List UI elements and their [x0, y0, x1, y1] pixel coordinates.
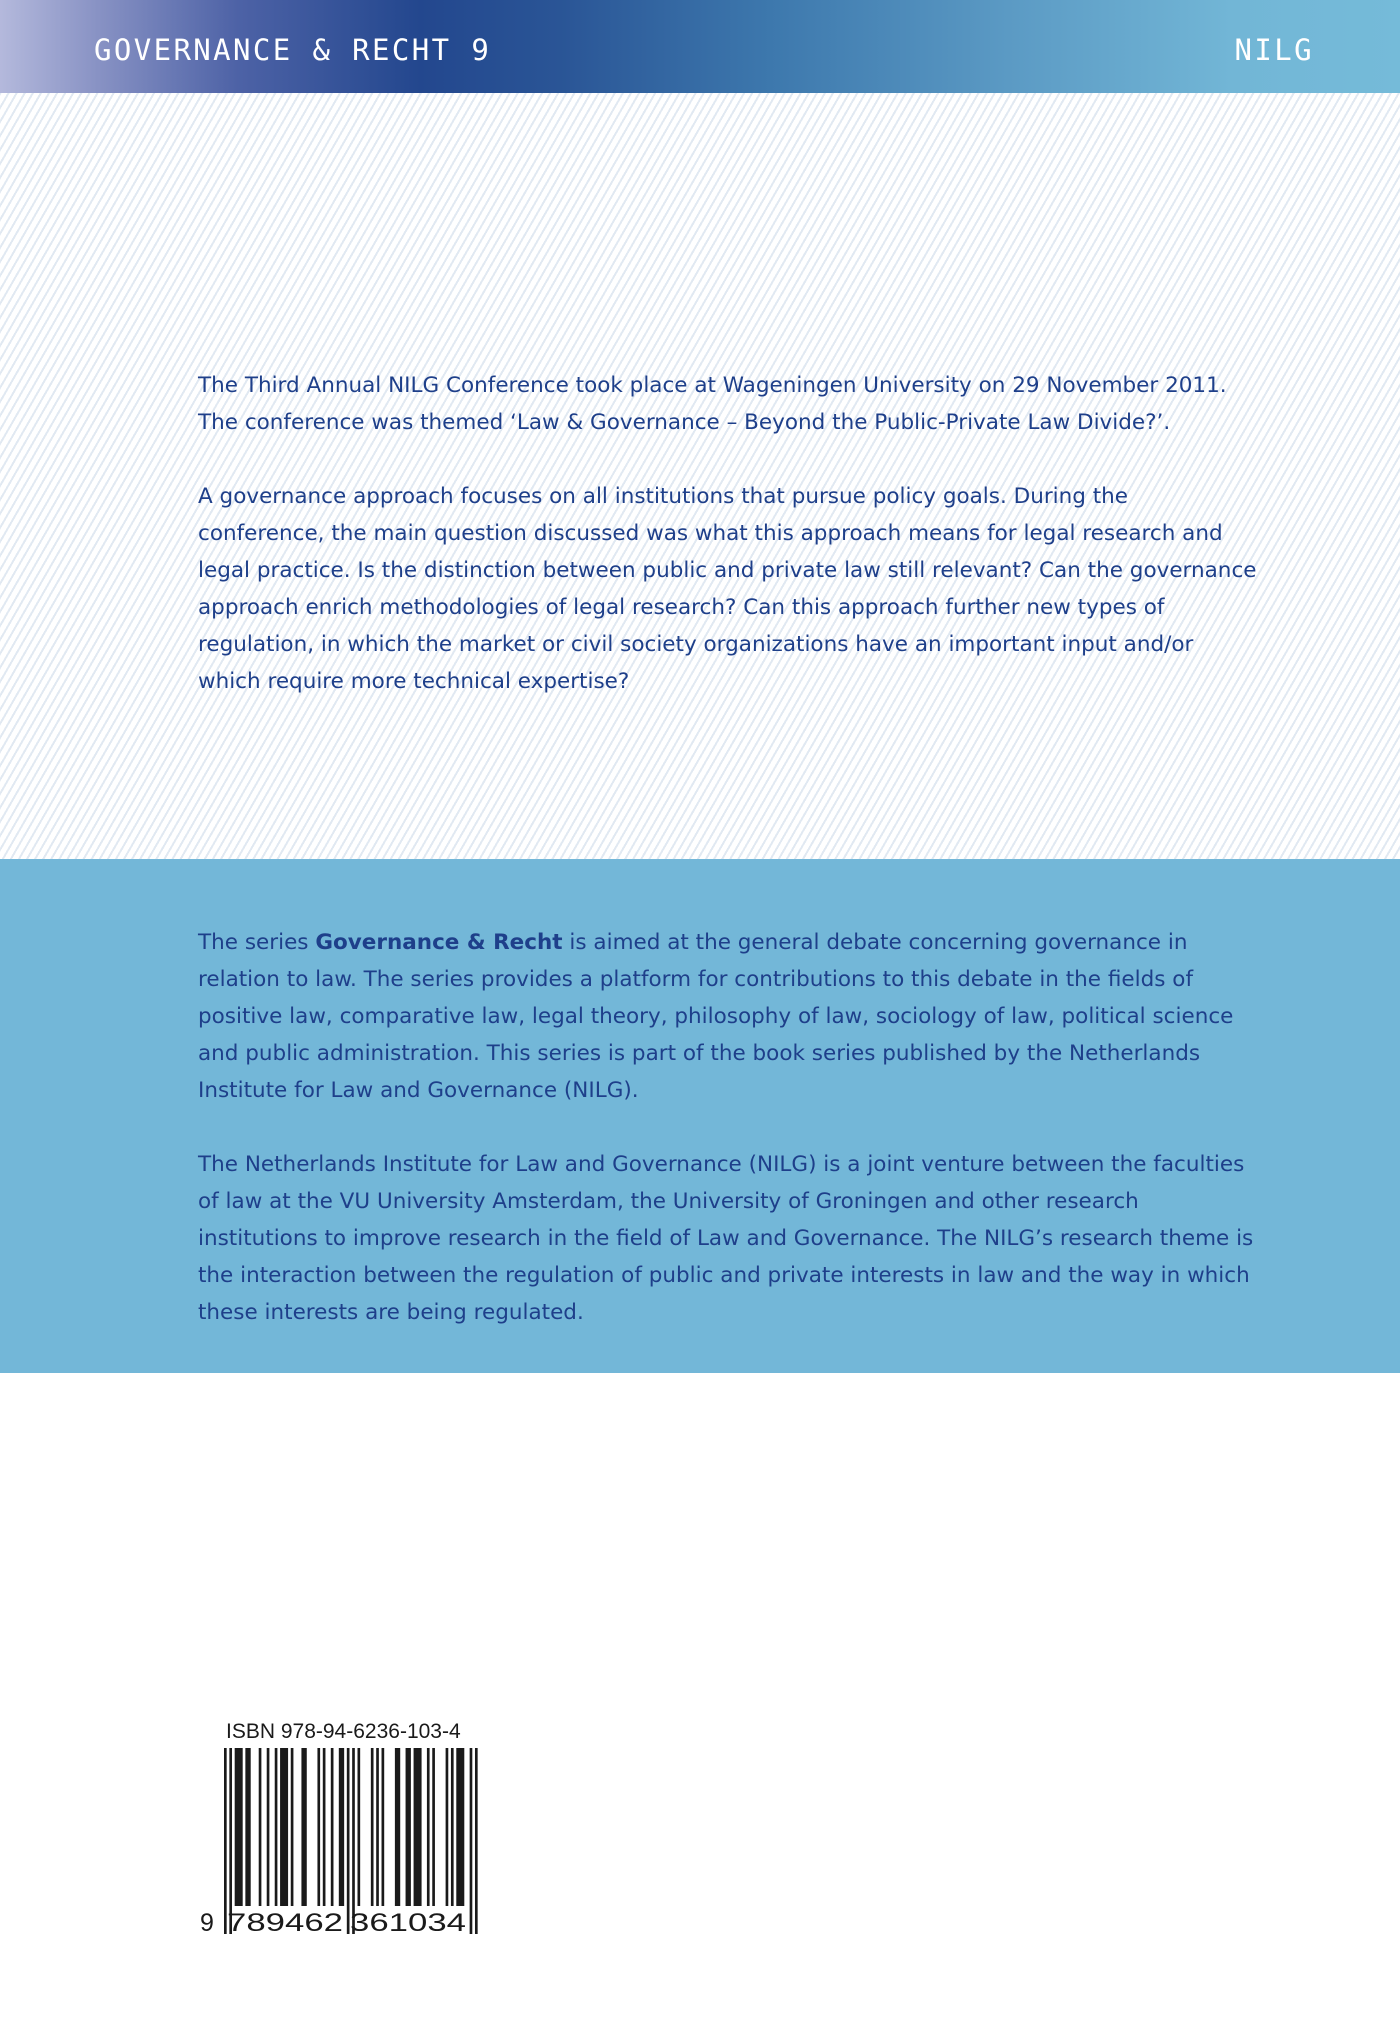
barcode-bar — [427, 1748, 430, 1906]
series-description-suffix: is aimed at the general debate concerning governance in relation to law. The series provides a platform for contributions to this debate in the fields of positive law, comparative law, legal theory, philosophy of law, sociology of law, political science and public administration. This series is part of the book series published by the Netherlands Institute for Law and Governance (NILG). — [198, 930, 1234, 1103]
barcode-bar — [275, 1748, 278, 1906]
series-description-prefix: The series — [198, 930, 316, 955]
barcode-bar — [323, 1748, 326, 1906]
barcode-bar — [382, 1748, 385, 1906]
barcode-bar — [406, 1748, 411, 1906]
series-info-text — [198, 924, 1258, 1368]
barcode-left-digits: 789462 — [227, 1909, 343, 1937]
barcode-bar — [456, 1748, 464, 1906]
barcode-bar — [451, 1748, 454, 1906]
series-name: Governance & Recht — [315, 930, 563, 955]
intro-paragraph-1: The Third Annual NILG Conference took place at Wageningen University on 29 November 2011. The conference was themed ‘Law & Governance – Beyond the Public-Private Law Divide?’. — [198, 373, 1227, 435]
barcode-bar — [331, 1748, 334, 1906]
barcode-bar — [245, 1748, 250, 1906]
barcode-bar — [235, 1748, 243, 1906]
barcode-bar — [414, 1748, 422, 1906]
barcode-bars — [224, 1748, 478, 1934]
barcode-bar — [280, 1748, 288, 1906]
intro-paragraph-2: A governance approach focuses on all institutions that pursue policy goals. During the conference, the main question discussed was what this approach means for legal research and legal practice. Is the distinction between public and private law still relevant? Can the governance approach enrich methodologies of legal research? Can this approach further new types of regulation, in which the market or civil society organizations have an important input and/or which require more technical expertise? — [198, 484, 1257, 694]
barcode-graphic — [198, 1748, 488, 1938]
barcode-bar — [267, 1748, 270, 1906]
barcode-bar — [291, 1748, 294, 1906]
barcode-bar — [395, 1748, 400, 1906]
publisher-label: NILG — [1234, 33, 1314, 67]
isbn-barcode — [198, 1718, 488, 1938]
series-label: GOVERNANCE & RECHT 9 — [94, 33, 492, 67]
barcode-guard-bar — [347, 1748, 350, 1934]
barcode-bar — [446, 1748, 449, 1906]
barcode-guard-bar — [224, 1748, 227, 1934]
series-description — [198, 924, 1258, 1109]
barcode-bar — [371, 1748, 374, 1906]
header-band — [0, 0, 1400, 93]
barcode-bar — [259, 1748, 262, 1906]
barcode-guard-bar — [475, 1748, 478, 1934]
barcode-guard-bar — [470, 1748, 473, 1934]
barcode-first-digit: 9 — [200, 1909, 214, 1937]
barcode-guard-bar — [229, 1748, 232, 1934]
barcode-bar — [317, 1748, 320, 1906]
barcode-right-digits: 361034 — [350, 1909, 467, 1937]
barcode-bar — [358, 1748, 361, 1906]
barcode-guard-bar — [352, 1748, 355, 1934]
barcode-bar — [301, 1748, 306, 1906]
institute-description: The Netherlands Institute for Law and Governance (NILG) is a joint venture between the faculties of law at the VU University Amsterdam, the University of Groningen and other research institutions to improve research in the field of Law and Governance. The NILG’s research theme is the interaction between the regulation of public and private interests in law and the way in which these interests are being regulated. — [198, 1152, 1254, 1325]
barcode-bar — [339, 1748, 344, 1906]
intro-text — [198, 367, 1258, 737]
barcode-bar — [432, 1748, 435, 1906]
isbn-text: ISBN 978-94-6236-103-4 — [226, 1720, 461, 1743]
barcode-bar — [376, 1748, 379, 1906]
